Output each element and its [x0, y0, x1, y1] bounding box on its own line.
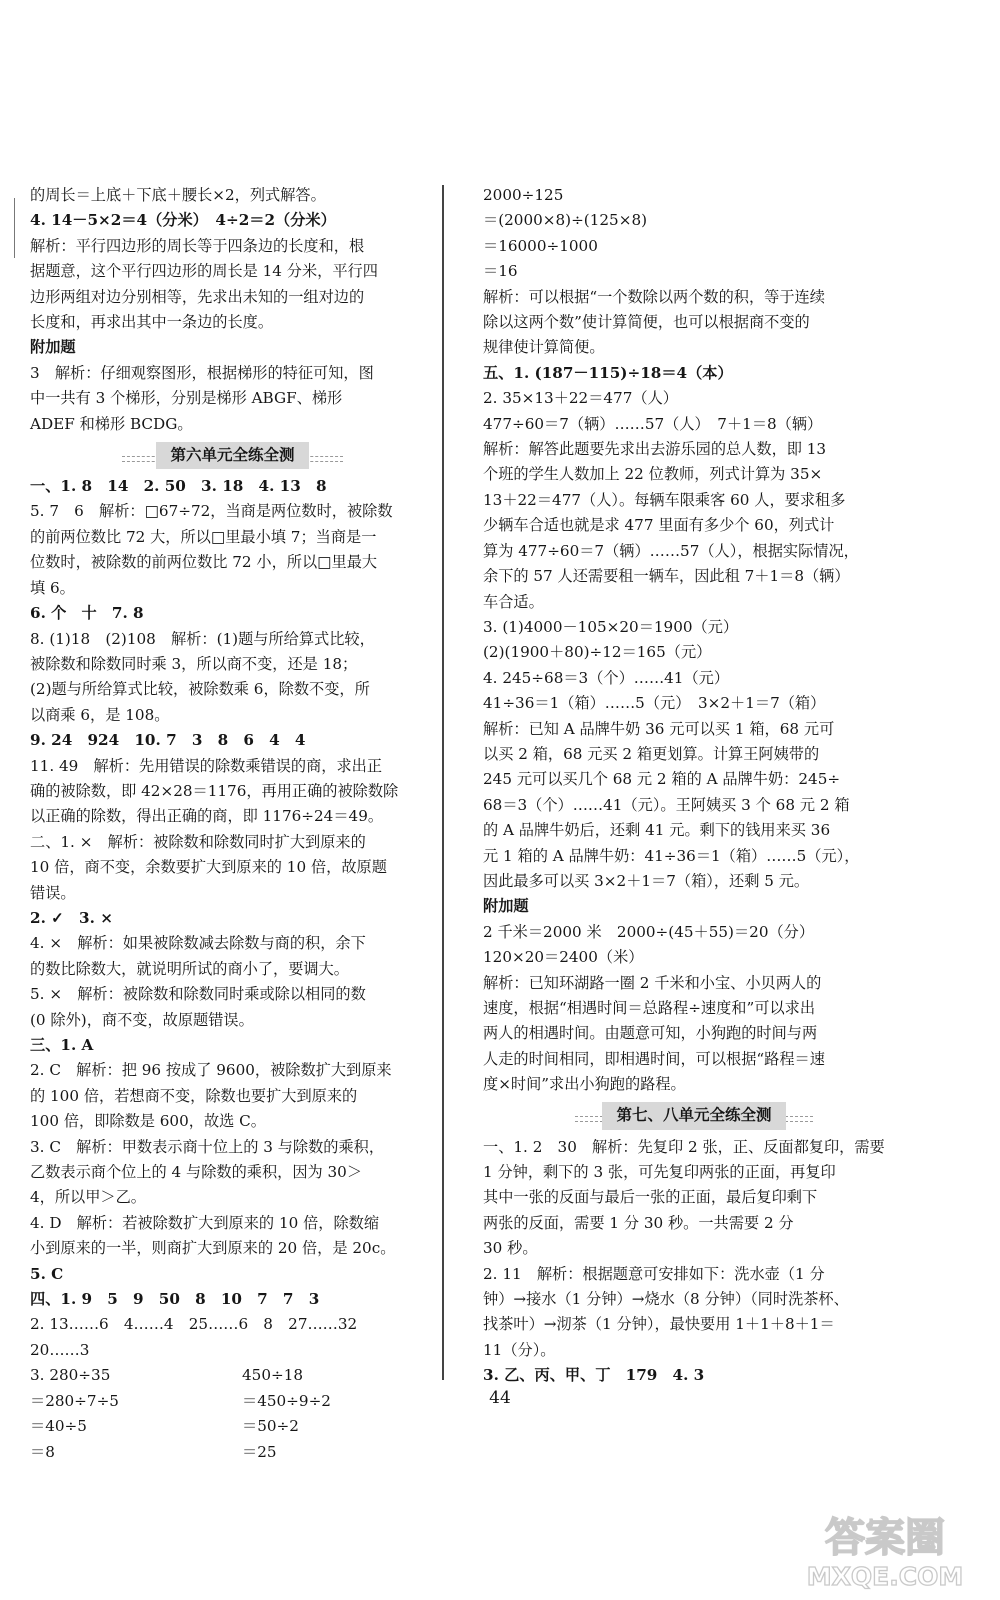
section-banner — [483, 1100, 905, 1133]
answer-line: 的前两位数比 72 大，所以□里最小填 7；当商是一 — [30, 527, 377, 546]
answer-line: 8. (1)18 (2)108 解析：(1)题与所给算式比较， — [30, 629, 375, 648]
section-title: 第七、八单元全练全测 — [602, 1102, 785, 1129]
answer-line: 的 100 倍，若想商不变，除数也要扩大到原来的 — [30, 1086, 358, 1105]
answer-line: 附加题 — [30, 338, 76, 357]
answer-line: 元 1 箱的 A 品牌牛奶：41÷36＝1（箱）……5（元）， — [483, 846, 860, 865]
column-divider — [442, 185, 444, 1380]
answer-line: 除以这两个数”使计算简便，也可以根据商不变的 — [483, 313, 810, 332]
answer-line: 20……3 — [30, 1340, 90, 1359]
watermark-domain: MXQE.COM — [806, 1562, 964, 1591]
calc-step-right: 450÷18 — [242, 1366, 304, 1385]
answer-line: ＝16000÷1000 — [483, 236, 598, 255]
answer-line: 30 秒。 — [483, 1239, 538, 1258]
calculation-row — [30, 1440, 435, 1465]
answer-line: 4. × 解析：如果被除数减去除数与商的积，余下 — [30, 934, 366, 953]
answer-line: 的 A 品牌牛奶后，还剩 41 元。剩下的钱用来买 36 — [483, 821, 831, 840]
answer-line: ADEF 和梯形 BCDG。 — [30, 414, 193, 433]
answer-line: 2. ✓ 3. × — [30, 908, 113, 927]
answer-line: 人走的时间相同，即相遇时间，可以根据“路程＝速 — [483, 1049, 825, 1068]
answer-line: 其中一张的反面与最后一张的正面，最后复印剩下 — [483, 1188, 818, 1207]
answer-line: 245 元可以买几个 68 元 2 箱的 A 品牌牛奶：245÷ — [483, 770, 841, 789]
answer-line: 被除数和除数同时乘 3，所以商不变，还是 18； — [30, 654, 358, 673]
answer-line: 找茶叶）→沏茶（1 分钟），最快要用 1＋1＋8＋1＝ — [483, 1315, 835, 1334]
answer-line: 解析：已知环湖路一圈 2 千米和小宝、小贝两人的 — [483, 973, 822, 992]
answer-line: 一、1. 2 30 解析：先复印 2 张，正、反面都复印，需要 — [483, 1137, 885, 1156]
answer-line: 1 分钟，剩下的 3 张，可先复印两张的正面，再复印 — [483, 1163, 836, 1182]
answer-line: 2000÷125 — [483, 186, 564, 204]
answer-line: 二、1. × 解析：被除数和除数同时扩大到原来的 — [30, 832, 366, 851]
answer-line: 2. 35×13＋22＝477（人） — [483, 389, 678, 408]
answer-line: 填 6。 — [30, 578, 75, 597]
calc-step-left: ＝40÷5 — [30, 1417, 87, 1436]
answer-line: 解析：已知 A 品牌牛奶 36 元可以买 1 箱，68 元可 — [483, 719, 835, 738]
answer-line: 4. 14－5×2＝4（分米） 4÷2＝2（分米） — [30, 211, 336, 230]
answer-line: 边形两组对边分别相等，先求出未知的一组对边的 — [30, 287, 365, 306]
answer-line: 以商乘 6，是 108。 — [30, 705, 170, 724]
answer-line: 11. 49 解析：先用错误的除数乘错误的商，求出正 — [30, 756, 383, 775]
calc-step-right: ＝25 — [242, 1442, 277, 1461]
answer-line: 2 千米＝2000 米 2000÷(45＋55)＝20（分） — [483, 922, 815, 941]
answer-line: 4，所以甲＞乙。 — [30, 1188, 146, 1207]
answer-line: 错误。 — [30, 883, 76, 902]
answer-line: 2. C 解析：把 96 按成了 9600，被除数扩大到原来 — [30, 1061, 392, 1080]
answer-line: 5. × 解析：被除数和除数同时乘或除以相同的数 — [30, 985, 366, 1004]
answer-line: 解析：可以根据“一个数除以两个数的积，等于连续 — [483, 287, 825, 306]
answer-line: 五、1. (187－115)÷18＝4（本） — [483, 363, 733, 382]
answer-line: 41÷36＝1（箱）……5（元） 3×2＋1＝7（箱） — [483, 694, 826, 713]
calc-step-left: ＝280÷7÷5 — [30, 1391, 119, 1410]
answer-line: 3. C 解析：甲数表示商十位上的 3 与除数的乘积， — [30, 1137, 385, 1156]
answer-line: 4. 245÷68＝3（个）……41（元） — [483, 668, 730, 687]
answer-line: 2. 13……6 4……4 25……6 8 27……32 — [30, 1315, 358, 1334]
answer-line: 长度和，再求出其中一条边的长度。 — [30, 313, 273, 332]
answer-line: 中一共有 3 个梯形，分别是梯形 ABGF、梯形 — [30, 389, 343, 408]
answer-line: 4. D 解析：若被除数扩大到原来的 10 倍，除数缩 — [30, 1213, 380, 1232]
page-edge-mark — [14, 198, 15, 258]
answer-line: 度×时间”求出小狗跑的路程。 — [483, 1075, 686, 1094]
calc-step-left: ＝8 — [30, 1442, 55, 1461]
calculation-row — [30, 1363, 435, 1388]
answer-line: ＝16 — [483, 262, 518, 281]
answer-line: 钟）→接水（1 分钟）→烧水（8 分钟）（同时洗茶杯、 — [483, 1290, 849, 1309]
answer-line: 余下的 57 人还需要租一辆车，因此租 7＋1＝8（辆） — [483, 567, 850, 586]
answer-line: 3. (1)4000－105×20＝1900（元） — [483, 617, 739, 636]
answer-line: 确的被除数，即 42×28＝1176，再用正确的被除数除 — [30, 781, 399, 800]
watermark-logo — [790, 1505, 980, 1595]
answer-line: 120×20＝2400（米） — [483, 948, 644, 967]
answer-line: 5. C — [30, 1264, 64, 1283]
answer-line: 速度，根据“相遇时间＝总路程÷速度和”可以求出 — [483, 999, 816, 1017]
answer-line: 的周长＝上底＋下底＋腰长×2，列式解答。 — [30, 186, 326, 204]
calculation-row — [30, 1414, 435, 1439]
answer-line: 10 倍，商不变，余数要扩大到原来的 10 倍，故原题 — [30, 858, 387, 877]
answer-line: 位数时，被除数的前两位数比 72 小，所以□里最大 — [30, 553, 378, 572]
calc-step-left: 3. 280÷35 — [30, 1366, 111, 1385]
answer-line: 因此最多可以买 3×2＋1＝7（箱），还剩 5 元。 — [483, 871, 810, 890]
answer-line: 5. 7 6 解析：□67÷72，当商是两位数时，被除数 — [30, 502, 393, 521]
section-title: 第六单元全练全测 — [156, 442, 308, 469]
answer-line: 的数比除数大，就说明所试的商小了，要调大。 — [30, 959, 349, 978]
answer-line: 个班的学生人数加上 22 位教师，列式计算为 35× — [483, 465, 823, 484]
answer-line: 三、1. A — [30, 1036, 94, 1054]
answer-line: 以正确的除数，得出正确的商，即 1176÷24＝49。 — [30, 807, 384, 826]
section-banner — [30, 439, 435, 472]
answer-line: 13＋22＝477（人）。每辆车限乘客 60 人，要求租多 — [483, 490, 846, 509]
answer-line: 3. 乙、丙、甲、丁 179 4. 3 — [483, 1366, 705, 1385]
answer-line: 算为 477÷60＝7（辆）……57（人），根据实际情况， — [483, 541, 859, 560]
calc-step-right: ＝450÷9÷2 — [242, 1391, 331, 1410]
answer-line: 乙数表示商个位上的 4 与除数的乘积，因为 30＞ — [30, 1163, 363, 1182]
answer-line: (0 除外)，商不变，故原题错误。 — [30, 1010, 254, 1029]
answer-line: 两人的相遇时间。由题意可知，小狗跑的时间与两 — [483, 1024, 818, 1043]
answer-line: 据题意，这个平行四边形的周长是 14 分米，平行四 — [30, 262, 378, 281]
right-column — [483, 183, 905, 1389]
answer-line: 少辆车合适也就是求 477 里面有多少个 60，列式计 — [483, 516, 835, 535]
answer-line: 解析：解答此题要先求出去游乐园的总人数，即 13 — [483, 440, 827, 459]
answer-line: 两张的反面，需要 1 分 30 秒。一共需要 2 分 — [483, 1213, 794, 1232]
answer-line: 100 倍，即除数是 600，故选 C。 — [30, 1112, 266, 1131]
answer-line: 小到原来的一半，则商扩大到原来的 20 倍，是 20c。 — [30, 1239, 396, 1258]
answer-line: 2. 11 解析：根据题意可安排如下：洗水壶（1 分 — [483, 1264, 825, 1283]
answer-line: 9. 24 924 10. 7 3 8 6 4 4 — [30, 731, 306, 750]
page-number: 44 — [489, 1388, 511, 1408]
answer-line: 68＝3（个）……41（元）。王阿姨买 3 个 68 元 2 箱 — [483, 795, 850, 814]
calc-step-right: ＝50÷2 — [242, 1417, 299, 1436]
answer-line: 车合适。 — [483, 592, 544, 611]
answer-line: 以买 2 箱，68 元买 2 箱更划算。计算王阿姨带的 — [483, 744, 820, 763]
answer-line: 11（分）。 — [483, 1340, 556, 1359]
watermark-text: 答案圈 — [825, 1515, 945, 1561]
answer-line: (2)题与所给算式比较，被除数乘 6，除数不变，所 — [30, 680, 370, 699]
answer-line: 规律使计算简便。 — [483, 338, 605, 357]
answer-line: 3 解析：仔细观察图形，根据梯形的特征可知，图 — [30, 363, 374, 382]
answer-line: 477÷60＝7（辆）……57（人） 7＋1＝8（辆） — [483, 414, 823, 433]
answer-line: 一、1. 8 14 2. 50 3. 18 4. 13 8 — [30, 477, 327, 496]
answer-line: ＝(2000×8)÷(125×8) — [483, 211, 648, 230]
answer-line: 四、1. 9 5 9 50 8 10 7 7 3 — [30, 1290, 320, 1309]
answer-line: (2)(1900＋80)÷12＝165（元） — [483, 643, 712, 662]
answer-line: 附加题 — [483, 897, 529, 916]
left-column — [30, 183, 435, 1465]
answer-line: 解析：平行四边形的周长等于四条边的长度和，根 — [30, 236, 365, 255]
answer-line: 6. 个 十 7. 8 — [30, 604, 144, 623]
